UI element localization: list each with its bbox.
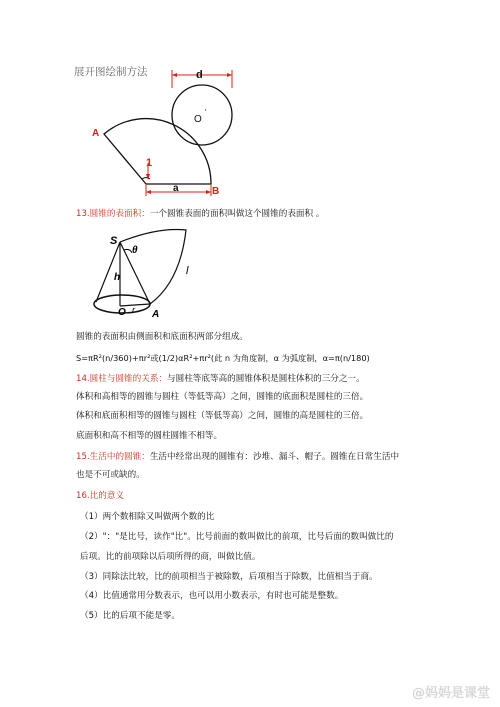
sector-shape bbox=[104, 119, 211, 184]
cone-figure bbox=[88, 222, 216, 322]
section-14-line bbox=[76, 374, 365, 385]
section-16-item-3: （3）同除法比较，比的前项相当于被除数，后项相当于除数，比值相当于商。 bbox=[80, 572, 378, 582]
section-14-heading: 14.圆柱与圆锥的关系： bbox=[76, 374, 168, 384]
svg-text:': ' bbox=[205, 108, 207, 117]
label-l: l bbox=[186, 265, 189, 277]
section-15-line bbox=[76, 452, 399, 463]
label-1: 1 bbox=[146, 157, 153, 169]
base-circle bbox=[172, 85, 232, 145]
section-16-item-4: （4）比值通常用分数表示，也可以用小数表示，有时也可能是整数。 bbox=[80, 591, 344, 601]
cone-diagram bbox=[88, 222, 216, 322]
angle-mark bbox=[142, 178, 150, 180]
watermark: @妈妈是课堂 bbox=[411, 686, 490, 701]
section-14-line-2: 体积和高相等的圆锥与圆柱（等低等高）之间，圆锥的底面积是圆柱的三倍。 bbox=[76, 392, 369, 402]
section-15-line-2: 也是不可或缺的。 bbox=[76, 470, 145, 480]
label-r: r bbox=[132, 305, 135, 315]
section-13-body-2: S=πR²(n/360)+πr²或(1/2)αR²+πr²(此 n 为角度制，α 为弧度制，α=π(n/180) bbox=[76, 353, 370, 363]
cone-radius bbox=[120, 304, 150, 306]
section-13-heading: 13.圆锥的表面积： bbox=[76, 209, 150, 219]
section-13-body-1: 圆锥的表面积由侧面积和底面积两部分组成。 bbox=[76, 332, 248, 342]
section-16-item-1: （1）两个数相除又叫做两个数的比 bbox=[80, 512, 215, 522]
section-16-item-2: （2）"："是比号，读作"比"。比号前面的数叫做比的前项，比号后面的数叫做比的 bbox=[80, 532, 394, 542]
label-B: B bbox=[212, 186, 220, 197]
label-O: O bbox=[194, 114, 202, 125]
label-d: d bbox=[196, 69, 203, 81]
section-13-line bbox=[76, 209, 324, 220]
label-A: A bbox=[92, 128, 100, 139]
figure-title: 展开图绘制方法 bbox=[74, 66, 148, 78]
cone-net-diagram bbox=[60, 58, 260, 198]
section-16-item-5: （5）比的后项不能是零。 bbox=[80, 611, 180, 621]
a-arrow-right bbox=[206, 190, 211, 194]
lateral-surface-curve bbox=[120, 230, 186, 305]
label-O2: O bbox=[118, 307, 126, 318]
label-S: S bbox=[110, 235, 118, 247]
a-arrow-left bbox=[146, 190, 151, 194]
section-14-line-3: 体积和底面积相等的圆锥与圆柱（等低等高）之间，圆锥的高是圆柱的三倍。 bbox=[76, 411, 369, 421]
cone-net-figure bbox=[60, 58, 260, 198]
section-15-text: 生活中经常出现的圆锥有：沙堆、漏斗、帽子。圆锥在日常生活中 bbox=[149, 452, 400, 462]
section-15-heading: 15.生活中的圆锥： bbox=[76, 452, 150, 462]
d-arrow-right bbox=[227, 73, 232, 77]
section-16-item-2-cont: 后项。比的前项除以后项所得的商，叫做比值。 bbox=[80, 552, 261, 562]
d-arrow-left bbox=[172, 73, 177, 77]
section-14-line-4: 底面积和高不相等的圆柱圆锥不相等。 bbox=[76, 431, 223, 441]
label-A2: A bbox=[152, 309, 160, 320]
label-h: h bbox=[114, 272, 121, 283]
section-16-heading: 16.比的意义 bbox=[76, 491, 125, 501]
section-13-text: 一个圆锥表面的面积叫做这个圆锥的表面积 。 bbox=[149, 209, 325, 219]
label-a: a bbox=[173, 183, 179, 194]
label-theta: θ bbox=[132, 245, 138, 256]
section-14-text: 与圆柱等底等高的圆锥体积是圆柱体积的三分之一。 bbox=[167, 374, 365, 384]
